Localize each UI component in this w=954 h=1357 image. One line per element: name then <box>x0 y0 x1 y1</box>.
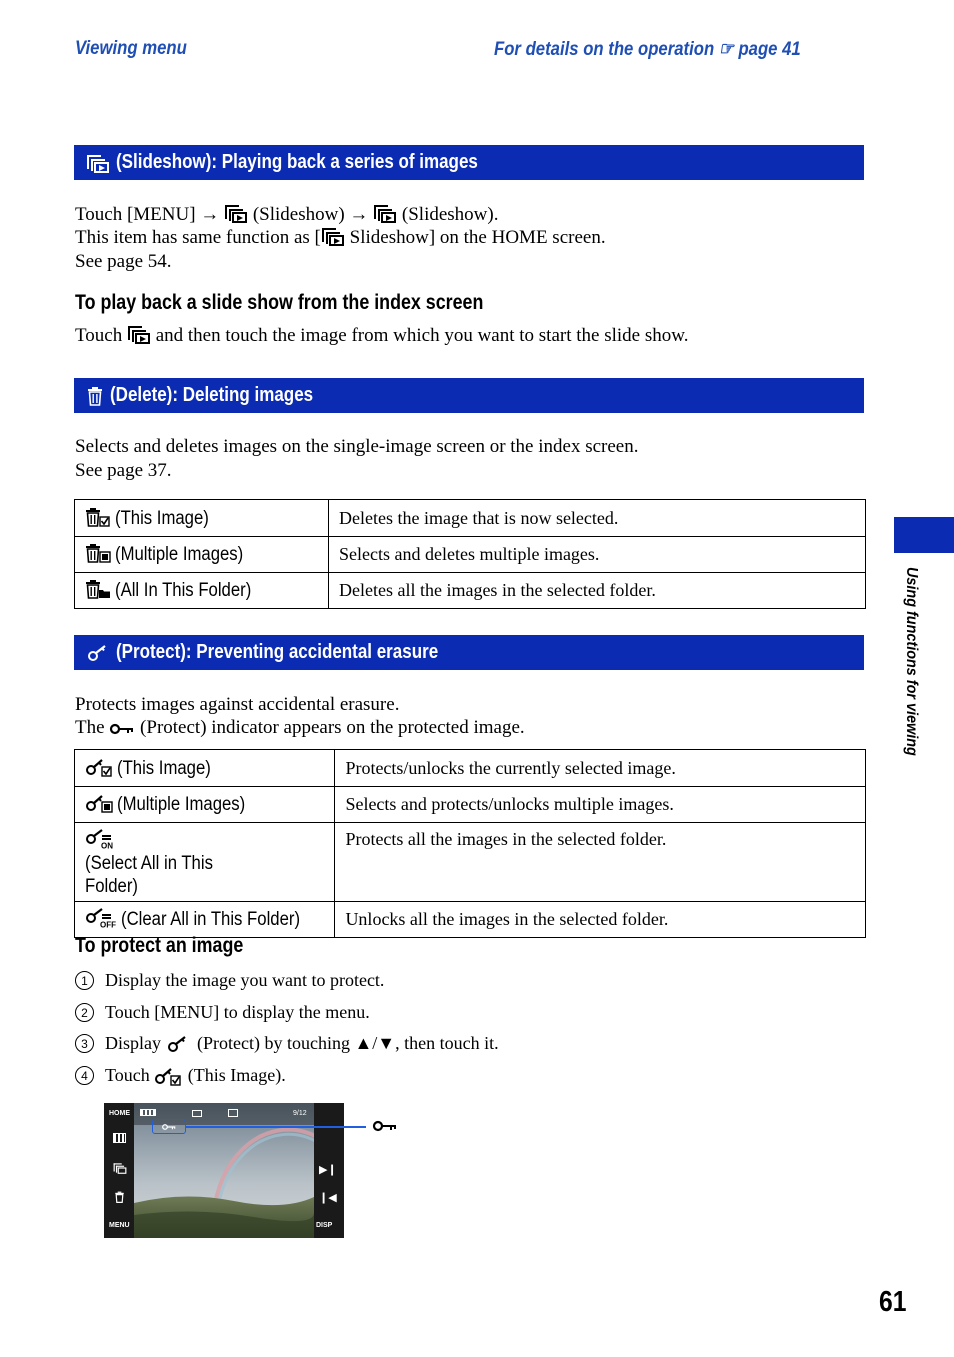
option-label: (Multiple Images) <box>117 794 246 815</box>
protect-heading: (Protect): Preventing accidental erasure <box>116 641 439 663</box>
slideshow-line-2: This item has same function as [ Slideshow] on the HOME screen. <box>75 227 606 248</box>
key-check-icon <box>154 1066 182 1086</box>
home-button[interactable]: HOME <box>109 1110 130 1117</box>
svg-text:ON: ON <box>101 841 113 849</box>
table-row <box>75 500 866 537</box>
option-description: Deletes all the images in the selected folder. <box>329 573 866 609</box>
step-number: 4 <box>75 1066 94 1085</box>
battery-icon <box>140 1109 156 1116</box>
side-tab-marker <box>894 517 954 553</box>
option-label: (This Image) <box>115 507 209 529</box>
option-label: (Multiple Images) <box>115 544 244 565</box>
delete-heading-bar <box>74 378 864 413</box>
step-4: 4 Touch (This Image). <box>75 1065 286 1086</box>
slideshow-heading: (Slideshow): Playing back a series of images <box>116 151 478 173</box>
image-size-icon <box>192 1110 202 1117</box>
option-description: Selects and deletes multiple images. <box>329 537 866 573</box>
delete-heading: (Delete): Deleting images <box>110 384 314 406</box>
slideshow-icon <box>127 324 151 344</box>
option-label: (All In This Folder) <box>115 580 252 601</box>
delete-line-1: Selects and deletes images on the single-image screen or the index screen. <box>75 436 639 457</box>
trash-folder-icon <box>85 579 111 599</box>
key-icon <box>86 643 110 663</box>
key-check-icon <box>85 757 113 777</box>
option-description: Unlocks all the images in the selected folder. <box>335 902 866 938</box>
option-description: Protects/unlocks the currently selected image. <box>335 750 866 787</box>
slideshow-icon <box>373 203 397 223</box>
delete-see-page: See page 37. <box>75 460 172 481</box>
option-description: Deletes the image that is now selected. <box>329 500 866 537</box>
operation-reference: For details on the operation ☞ page 41 <box>494 39 801 60</box>
protect-indicator-icon <box>161 1123 177 1131</box>
table-row <box>75 537 866 573</box>
step-number: 3 <box>75 1034 94 1053</box>
trash-check-icon <box>85 507 111 527</box>
slideshow-see-page: See page 54. <box>75 251 172 272</box>
protect-options-table <box>74 749 866 938</box>
table-row <box>75 823 866 902</box>
trash-icon[interactable] <box>114 1191 125 1203</box>
slideshow-subheading: To play back a slide show from the index screen <box>75 291 484 314</box>
delete-options-table <box>74 499 866 609</box>
slideshow-icon[interactable] <box>113 1162 127 1174</box>
protect-line-2: The (Protect) indicator appears on the protected image. <box>75 717 525 738</box>
trash-icon <box>86 386 104 406</box>
option-label: (Clear All in This Folder) <box>121 909 301 930</box>
protect-subheading: To protect an image <box>75 934 244 957</box>
slideshow-line-1: Touch [MENU] → (Slideshow) → (Slideshow). <box>75 204 499 225</box>
section-header: Viewing menu <box>75 38 187 59</box>
step-number: 1 <box>75 971 94 990</box>
option-label: (This Image) <box>117 757 211 779</box>
step-1: 1 Display the image you want to protect. <box>75 970 384 991</box>
svg-text:OFF: OFF <box>100 920 116 928</box>
option-description: Selects and protects/unlocks multiple images. <box>335 787 866 823</box>
table-row <box>75 573 866 609</box>
step-3: 3 Display (Protect) by touching ▲/▼, then touch it. <box>75 1033 499 1054</box>
camera-screen-illustration <box>104 1103 344 1238</box>
side-tab-label: Using functions for viewing <box>903 567 920 756</box>
slideshow-index-instruction: Touch and then touch the image from which you want to start the slide show. <box>75 325 689 346</box>
camera-screen-image <box>104 1103 344 1238</box>
slideshow-icon <box>86 153 110 173</box>
trash-multi-icon <box>85 543 111 563</box>
key-icon <box>165 1034 191 1054</box>
index-view-icon[interactable] <box>113 1133 126 1143</box>
step-2: 2 Touch [MENU] to display the menu. <box>75 1002 370 1023</box>
slideshow-icon <box>224 203 248 223</box>
slideshow-icon <box>321 226 345 246</box>
table-row <box>75 787 866 823</box>
protect-indicator-icon <box>109 722 135 736</box>
option-label: (Select All in This Folder) <box>85 853 213 897</box>
previous-image-icon[interactable]: ❙◀ <box>319 1191 337 1204</box>
protect-heading-bar <box>74 635 864 670</box>
table-row <box>75 750 866 787</box>
page-number: 61 <box>879 1286 907 1318</box>
protect-indicator-icon <box>372 1119 398 1133</box>
protect-line-1: Protects images against accidental erasure. <box>75 694 400 715</box>
memory-card-icon <box>228 1109 238 1117</box>
key-off-icon <box>85 908 117 928</box>
key-on-icon <box>85 829 113 849</box>
disp-button[interactable]: DISP <box>316 1222 333 1229</box>
key-multi-icon <box>85 793 113 813</box>
slideshow-heading-bar <box>74 145 864 180</box>
menu-button[interactable]: MENU <box>109 1222 130 1229</box>
option-description: Protects all the images in the selected folder. <box>335 823 866 902</box>
next-image-icon[interactable]: ▶❙ <box>319 1163 337 1176</box>
step-number: 2 <box>75 1003 94 1022</box>
callout-line <box>186 1126 366 1128</box>
image-counter: 9/12 <box>293 1110 307 1117</box>
table-row <box>75 902 866 938</box>
